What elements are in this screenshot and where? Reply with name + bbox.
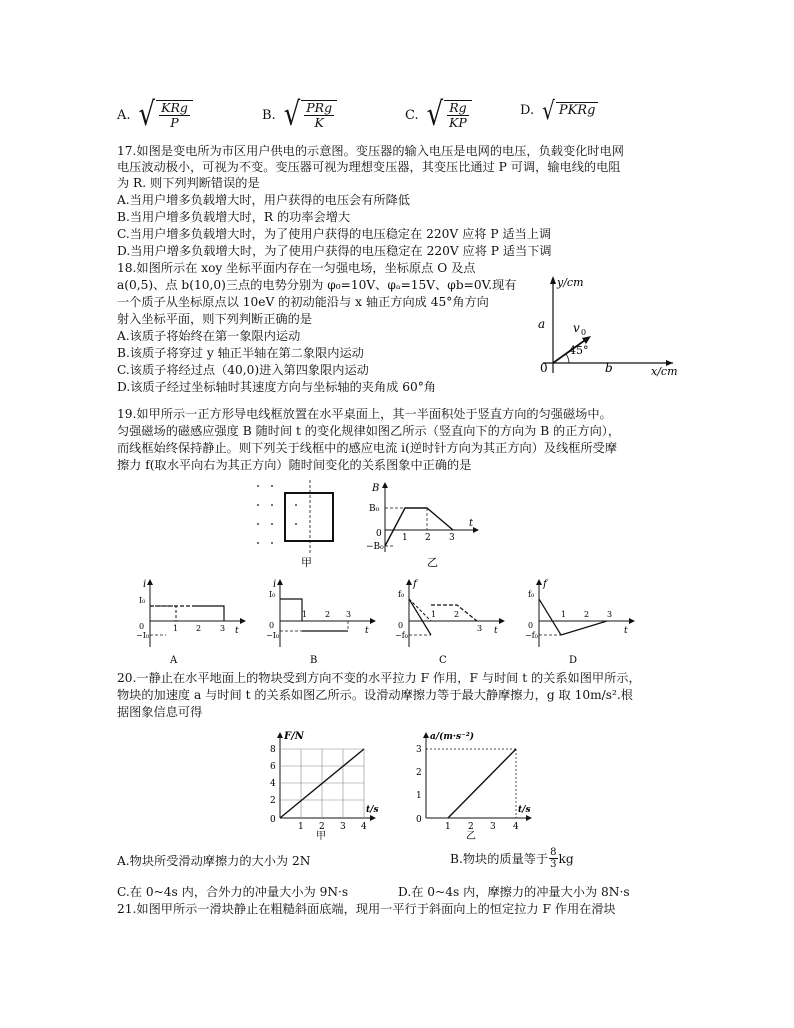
- fraction: [156, 100, 193, 130]
- q19-graph-c: [397, 575, 509, 667]
- b-arrow-icon: [382, 482, 388, 488]
- x-axis-label: x/cm: [651, 365, 678, 378]
- y-axis-label: F/N: [284, 731, 304, 742]
- q18-line-1: 18.如图所示在 xoy 坐标平面内存在一匀强电场，坐标原点 O 及点: [117, 261, 476, 275]
- numerator: 8: [550, 847, 557, 858]
- q18-option-d: D.该质子经过坐标轴时其速度方向与坐标轴的夹角成 60°角: [117, 380, 436, 394]
- option-letter: D.: [520, 102, 535, 118]
- b-axis-label: B: [372, 483, 380, 494]
- point-a-label: a: [538, 317, 546, 331]
- current-segment-2: [196, 606, 224, 621]
- q19-figure-jia: [248, 478, 358, 568]
- tick-1: 1: [173, 624, 179, 633]
- pos-label: I₀: [139, 596, 146, 605]
- t-arrow-icon: [526, 815, 532, 821]
- q18-option-c: C.该质子将经过点（40,0)进入第四象限内运动: [117, 363, 369, 377]
- tick-3: 3: [477, 624, 483, 633]
- xtick: 2: [468, 822, 474, 832]
- t-label: t: [235, 626, 239, 636]
- t-label: t: [624, 626, 628, 636]
- tick-2: 2: [454, 610, 460, 619]
- unit: kg: [558, 851, 574, 866]
- numerator: Rg: [449, 100, 467, 115]
- t-arrow-icon: [499, 618, 505, 624]
- tick-2: 2: [425, 533, 431, 543]
- tick-3: 3: [220, 624, 226, 633]
- option-text: B.物块的质量等于: [450, 851, 549, 866]
- y-arrow-icon: [550, 276, 556, 284]
- ytick: 4: [270, 779, 276, 789]
- q20-figure-a-t: [408, 728, 538, 840]
- sqrt-expression: [283, 96, 337, 134]
- q20-option-b: [450, 847, 574, 870]
- q19-line-1: 19.如甲所示一正方形导电线框放置在水平桌面上，其一半面积处于竖直方向的匀强磁场中。: [117, 407, 612, 421]
- q17-line-2: 电压波动极小，可视为不变。变压器可视为理想变压器，其变压比通过 P 可调，输电线的电阻: [117, 160, 621, 174]
- graph-label: B: [310, 655, 318, 666]
- square-loop: [285, 493, 333, 541]
- t-label: t: [494, 626, 498, 636]
- q21-line-1: 21.如图甲所示一滑块静止在粗糙斜面底端，现用一平行于斜面向上的恒定拉力 F 作用在滑块: [117, 902, 616, 916]
- q16-option-d: [520, 95, 598, 125]
- y-axis-label: y/cm: [557, 276, 584, 289]
- b0-label: B₀: [369, 504, 380, 514]
- f-arrow-icon: [536, 579, 542, 585]
- origin-label: 0: [139, 622, 145, 631]
- radicand: PKRg: [556, 102, 599, 118]
- velocity-subscript: 0: [581, 328, 587, 337]
- point-b-label: b: [605, 361, 613, 375]
- tick-2: 2: [584, 610, 590, 619]
- pos-label: f₀: [528, 590, 535, 599]
- t-label: t: [365, 626, 369, 636]
- figure-caption: 乙: [466, 831, 476, 842]
- q19-graph-d: [527, 575, 639, 667]
- xtick: 4: [361, 822, 367, 832]
- denominator: KP: [449, 115, 467, 130]
- origin-label: 0: [398, 621, 404, 630]
- q19-figure-yi: [365, 478, 485, 568]
- friction-segment-1: [539, 599, 561, 635]
- tick-3: 3: [607, 610, 613, 619]
- t-arrow-icon: [370, 618, 376, 624]
- numerator: KRg: [161, 100, 188, 115]
- q17-option-a: A.当用户增多负载增大时，用户获得的电压会有所降低: [117, 193, 410, 207]
- option-letter: C.: [405, 107, 419, 123]
- fraction: [301, 100, 337, 130]
- q20-line-3: 据图象信息可得: [117, 705, 203, 719]
- q17-line-3: 为 R. 则下列判断错误的是: [117, 176, 260, 190]
- tick-2: 2: [196, 624, 202, 633]
- tick-3: 3: [346, 610, 352, 619]
- current-segment-1: [280, 599, 302, 621]
- graph-label: A: [170, 655, 178, 666]
- tick-3: 3: [449, 533, 455, 543]
- ytick: 3: [416, 745, 422, 755]
- sqrt-expression: [138, 96, 193, 134]
- xtick: 3: [490, 822, 496, 832]
- q16-option-b: [262, 96, 337, 134]
- origin-label: 0: [540, 361, 548, 375]
- ytick: 2: [416, 768, 422, 778]
- neg-b0-label: −B₀: [366, 542, 384, 552]
- neg-label: −I₀: [136, 631, 150, 640]
- pos-label: f₀: [398, 590, 405, 599]
- graph-label: D: [569, 655, 578, 666]
- q16-option-a: [117, 96, 193, 134]
- q20-line-2: 物块的加速度 a 与时间 t 的关系如图乙所示。设滑动摩擦力等于最大静摩擦力，g 取 10m/s².根: [117, 688, 633, 702]
- ytick: 0: [416, 815, 422, 825]
- q20-figure-f-t: [262, 728, 382, 840]
- q18-line-4: 射入坐标平面，则下列判断正确的是: [117, 312, 312, 326]
- q20-option-a: A.物块所受滑动摩擦力的大小为 2N: [117, 854, 311, 868]
- q17-line-1: 17.如图是变电所为市区用户供电的示意图。变压器的输入电压是电网的电压，负载变化时电网: [117, 144, 624, 158]
- q20-option-c: C.在 0~4s 内，合外力的冲量大小为 9N·s: [117, 885, 349, 899]
- xtick: 4: [513, 822, 519, 832]
- tick-1: 1: [402, 533, 408, 543]
- ytick: 8: [270, 745, 276, 755]
- sqrt-expression: [542, 95, 598, 125]
- angle-label: 45°: [569, 344, 589, 357]
- q19-line-4: 擦力 f(取水平向右为其正方向）随时间变化的关系图象中正确的是: [117, 458, 472, 472]
- axis-label: i: [143, 579, 147, 590]
- option-letter: A.: [117, 107, 131, 123]
- q19-graph-b: [268, 575, 380, 667]
- q18-line-2: a(0,5)、点 b(10,0)三点的电势分别为 φ₀=10V、φₐ=15V、φb=0V.现有: [117, 278, 517, 292]
- tick-1: 1: [561, 610, 567, 619]
- axis-label: i: [273, 579, 277, 590]
- friction-segment-2: [561, 621, 607, 635]
- fraction: [444, 100, 471, 130]
- q19-line-2: 匀强磁场的磁感应强度 B 随时间 t 的变化规律如图乙所示（竖直向下的方向为 B 的正方向），: [117, 424, 621, 438]
- ytick: 0: [270, 815, 276, 825]
- q19-line-3: 而线框始终保持静止。则下列关于线框中的感应电流 i(逆时针方向为其正方向）及线框所受摩: [117, 441, 618, 455]
- q19-graph-a: [138, 575, 250, 667]
- x-axis-label: t/s: [366, 805, 379, 815]
- ytick: 6: [270, 762, 276, 772]
- neg-label: −f₀: [525, 631, 538, 640]
- neg-label: −I₀: [266, 631, 280, 640]
- f-arrow-icon: [406, 579, 412, 585]
- axis-label: f: [543, 579, 547, 590]
- radical-sign: √: [283, 96, 301, 134]
- xtick: 2: [319, 822, 325, 832]
- origin-label: 0: [528, 621, 534, 630]
- graph-label: C: [439, 655, 447, 666]
- figure-caption: 甲: [316, 831, 326, 842]
- a-line: [448, 749, 516, 818]
- q17-option-c: C.当用户增多负载增大时，为了使用户获得的电压稳定在 220V 应将 P 适当上调: [117, 227, 552, 241]
- mass-fraction: [549, 847, 557, 870]
- tick-2: 2: [325, 610, 331, 619]
- q20-line-1: 20.一静止在水平地面上的物块受到方向不变的水平拉力 F 作用，F 与时间 t 的关系如图甲所示，: [117, 671, 641, 685]
- figure-caption: 甲: [301, 556, 312, 569]
- q18-line-3: 一个质子从坐标原点以 10eV 的初动能沿与 x 轴正方向成 45°角方向: [117, 295, 489, 309]
- xtick: 1: [445, 822, 451, 832]
- q18-option-b: B.该质子将穿过 y 轴正半轴在第二象限内运动: [117, 346, 364, 360]
- q17-option-d: D.当用户增多负载增大时，为了使用户获得的电压稳定在 220V 应将 P 适当下调: [117, 244, 552, 258]
- q20-option-d: D.在 0~4s 内，摩擦力的冲量大小为 8N·s: [398, 885, 630, 899]
- q18-option-a: A.该质子将始终在第一象限内运动: [117, 329, 301, 343]
- origin-label: 0: [376, 529, 382, 539]
- i-arrow-icon: [277, 579, 283, 585]
- xtick: 1: [298, 822, 304, 832]
- t-arrow-icon: [473, 527, 479, 533]
- q17-option-b: B.当用户增多负载增大时，R 的功率会增大: [117, 210, 351, 224]
- sqrt-expression: [426, 96, 472, 134]
- current-segment-1: [150, 606, 176, 621]
- t-arrow-icon: [629, 618, 635, 624]
- axis-label: f: [413, 579, 417, 590]
- radical-sign: √: [426, 96, 444, 134]
- denominator: 3: [550, 859, 557, 870]
- radical-sign: √: [138, 96, 156, 134]
- xtick: 3: [340, 822, 346, 832]
- q18-coordinate-figure: [525, 268, 680, 378]
- a-arrow-icon: [423, 732, 429, 738]
- figure-caption: 乙: [427, 556, 438, 569]
- t-axis-label: t: [469, 518, 474, 529]
- y-axis-label: a/(m·s⁻²): [430, 732, 475, 742]
- ytick: 1: [416, 791, 422, 801]
- velocity-label: v: [573, 321, 580, 335]
- q16-options: [117, 95, 677, 140]
- x-axis-label: t/s: [518, 805, 531, 815]
- t-arrow-icon: [370, 815, 376, 821]
- radical-sign: √: [542, 95, 555, 125]
- velocity-arrow-icon: [582, 336, 591, 344]
- denominator: K: [314, 115, 324, 130]
- b-curve: [385, 508, 453, 546]
- i-arrow-icon: [147, 579, 153, 585]
- origin-label: 0: [269, 621, 275, 630]
- numerator: PRg: [306, 100, 333, 115]
- tick-1: 1: [302, 610, 308, 619]
- option-letter: B.: [262, 107, 276, 123]
- t-arrow-icon: [240, 618, 246, 624]
- pos-label: I₀: [269, 590, 276, 599]
- ytick: 2: [270, 796, 276, 806]
- denominator: P: [170, 115, 179, 130]
- f-arrow-icon: [277, 732, 283, 738]
- neg-label: −f₀: [395, 631, 408, 640]
- q16-option-c: [405, 96, 472, 134]
- tick-1: 1: [431, 610, 437, 619]
